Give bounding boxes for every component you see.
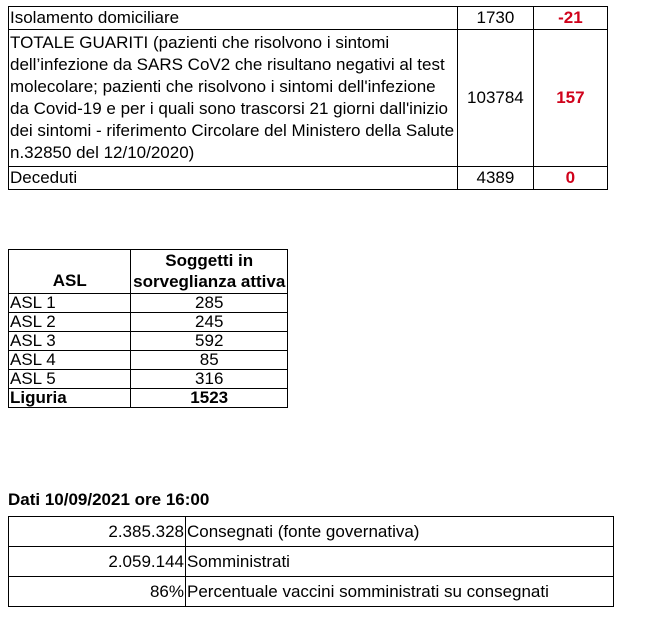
table-row bbox=[9, 577, 614, 607]
vaccini-label: Somministrati bbox=[186, 547, 614, 577]
header-soggetti: Soggetti in sorveglianza attiva bbox=[131, 250, 288, 294]
row-value: 4389 bbox=[458, 167, 534, 190]
row-delta: 157 bbox=[533, 30, 607, 167]
table-row bbox=[9, 294, 288, 313]
table-row bbox=[9, 351, 288, 370]
table-row bbox=[9, 167, 608, 190]
asl-name: ASL 3 bbox=[9, 332, 131, 351]
row-delta: 0 bbox=[533, 167, 607, 190]
table-total-row bbox=[9, 389, 288, 408]
table-row bbox=[9, 332, 288, 351]
asl-name: ASL 5 bbox=[9, 370, 131, 389]
row-value: 103784 bbox=[458, 30, 534, 167]
table-row bbox=[9, 30, 608, 167]
vaccini-value: 86% bbox=[9, 577, 186, 607]
asl-value: 285 bbox=[131, 294, 288, 313]
header-asl: ASL bbox=[9, 250, 131, 294]
asl-value: 592 bbox=[131, 332, 288, 351]
asl-value: 85 bbox=[131, 351, 288, 370]
vaccini-value: 2.385.328 bbox=[9, 517, 186, 547]
row-label: Isolamento domiciliare bbox=[9, 7, 458, 30]
table-row bbox=[9, 7, 608, 30]
asl-table bbox=[8, 249, 288, 408]
asl-value: 316 bbox=[131, 370, 288, 389]
asl-name: ASL 2 bbox=[9, 313, 131, 332]
row-label: TOTALE GUARITI (pazienti che risolvono i sintomi dell’infezione da SARS CoV2 che risultano negativi al test molecolare; pazienti che risolvono i sintomi dell'infezione da Covid-19 e per i quali sono trascorsi 21 giorni dall'inizio dei sintomi - riferimento Circolare del Ministero della Salute n.32850 del 12/10/2020) bbox=[9, 30, 458, 167]
vaccini-title: Dati 10/09/2021 ore 16:00 bbox=[8, 490, 210, 509]
asl-name: ASL 1 bbox=[9, 294, 131, 313]
asl-value: 245 bbox=[131, 313, 288, 332]
row-value: 1730 bbox=[458, 7, 534, 30]
total-name: Liguria bbox=[9, 389, 131, 408]
table-header-row bbox=[9, 250, 288, 294]
row-delta: -21 bbox=[533, 7, 607, 30]
vaccini-label: Percentuale vaccini somministrati su consegnati bbox=[186, 577, 614, 607]
table-row bbox=[9, 547, 614, 577]
summary-table bbox=[8, 6, 608, 190]
table-row bbox=[9, 313, 288, 332]
vaccini-table bbox=[8, 516, 614, 607]
vaccini-value: 2.059.144 bbox=[9, 547, 186, 577]
total-value: 1523 bbox=[131, 389, 288, 408]
vaccini-label: Consegnati (fonte governativa) bbox=[186, 517, 614, 547]
row-label: Deceduti bbox=[9, 167, 458, 190]
asl-name: ASL 4 bbox=[9, 351, 131, 370]
table-row bbox=[9, 517, 614, 547]
table-row bbox=[9, 370, 288, 389]
